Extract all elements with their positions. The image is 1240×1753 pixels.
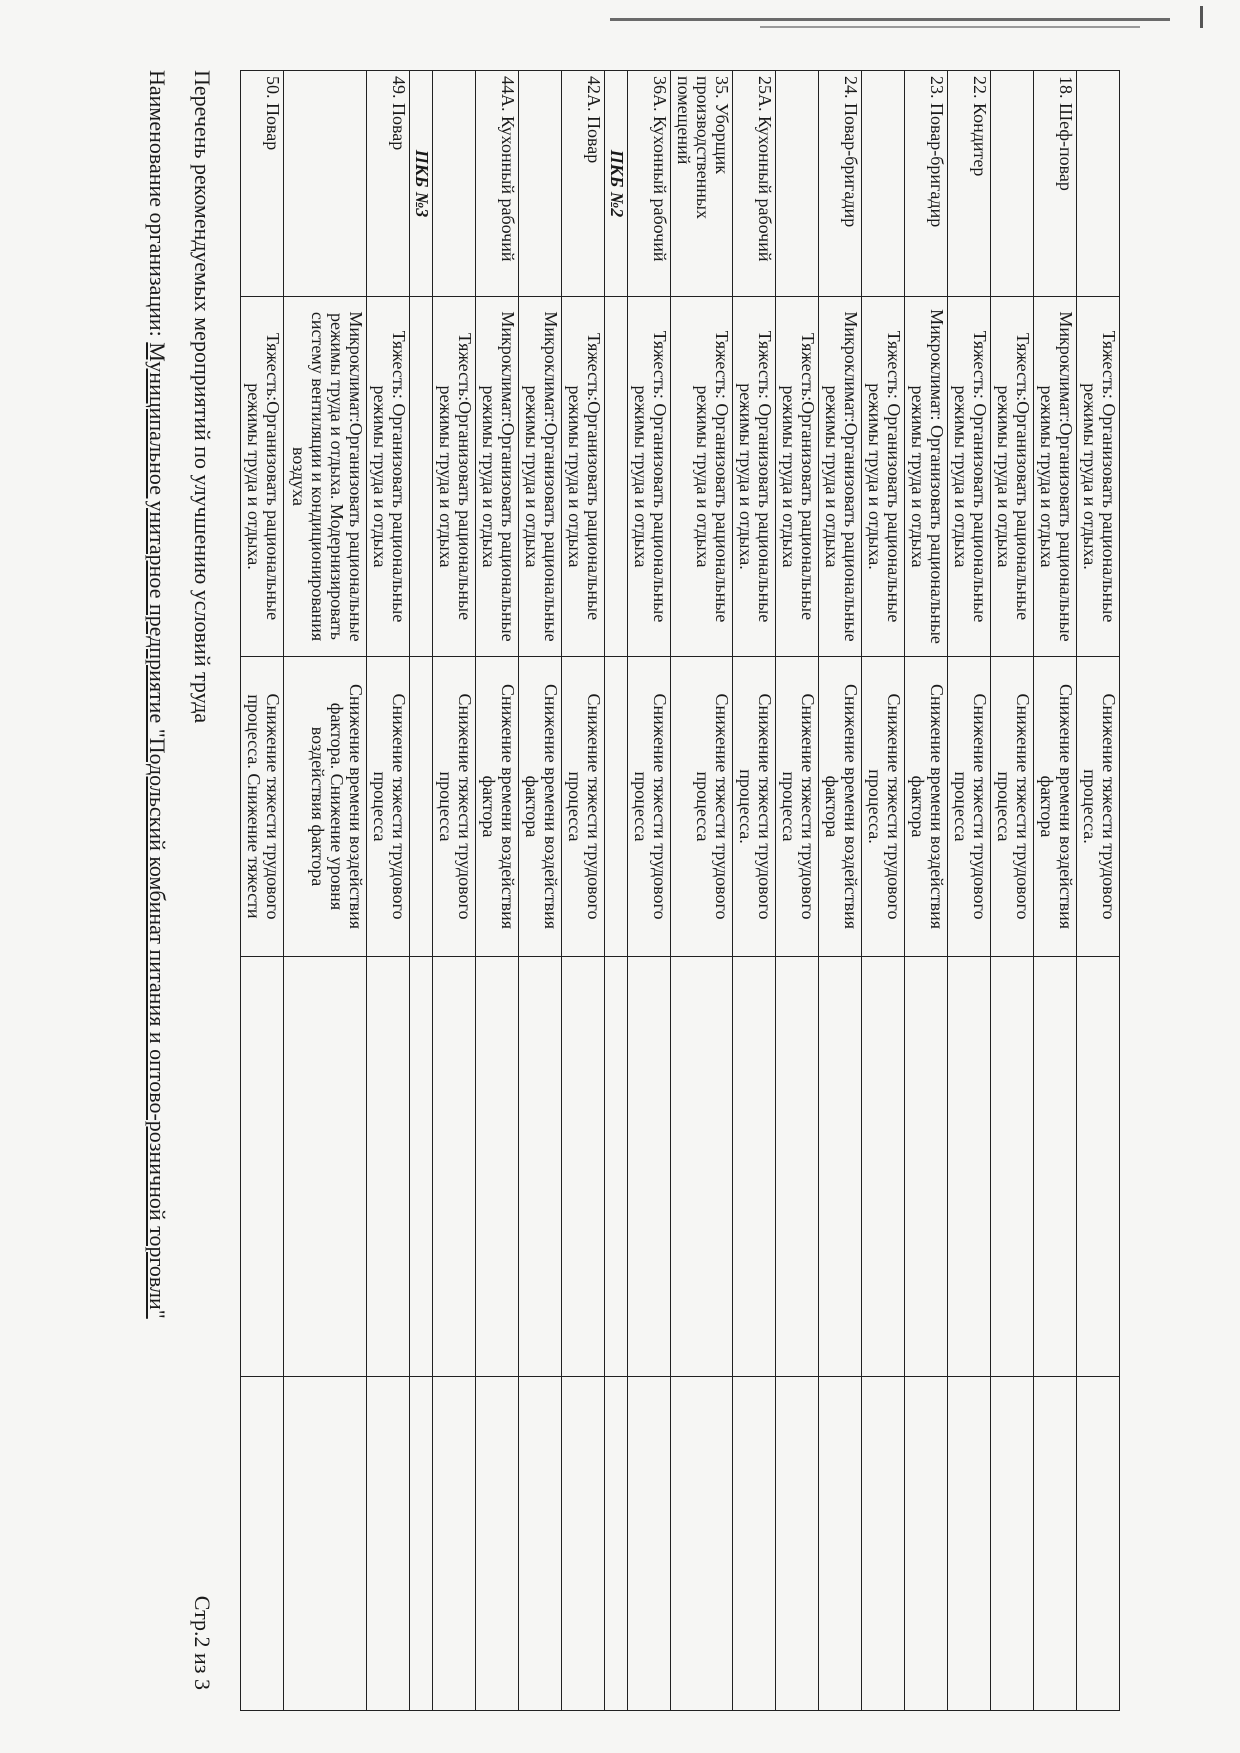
empty-cell <box>905 1377 948 1711</box>
empty-cell <box>241 957 284 1377</box>
position-cell <box>776 71 819 297</box>
goal-cell: Снижение времени воздействия фактора <box>819 657 862 957</box>
measure-cell: Микроклимат:Организовать рациональные режимы труда и отдыха <box>819 297 862 657</box>
empty-cell <box>409 1377 432 1711</box>
position-cell <box>283 71 366 297</box>
empty-cell <box>561 1377 604 1711</box>
table-row <box>819 71 862 1711</box>
empty-cell <box>432 1377 475 1711</box>
goal-cell: Снижение времени воздействия фактора <box>518 657 561 957</box>
position-cell <box>991 71 1034 297</box>
empty-cell <box>1034 957 1077 1377</box>
empty-cell <box>432 957 475 1377</box>
table-row <box>733 71 776 1711</box>
empty-cell <box>604 657 627 957</box>
table-row <box>561 71 604 1711</box>
goal-cell: Снижение времени воздействия фактора. Снижение уровня воздействия фактора <box>283 657 366 957</box>
empty-cell <box>670 1377 733 1711</box>
empty-cell <box>991 957 1034 1377</box>
empty-cell <box>283 1377 366 1711</box>
table-row <box>475 71 518 1711</box>
footer-title-line <box>189 70 215 1710</box>
table-row <box>1034 71 1077 1711</box>
empty-cell <box>819 957 862 1377</box>
footer-organization-line <box>144 70 170 1710</box>
measure-cell: Тяжесть:Организовать рациональные режимы труда и отдыха <box>561 297 604 657</box>
table-row <box>627 71 670 1711</box>
measure-cell: Микроклимат:Организовать рациональные режимы труда и отдыха <box>475 297 518 657</box>
empty-cell <box>819 1377 862 1711</box>
measure-cell: Тяжесть:Организовать рациональные режимы труда и отдыха <box>432 297 475 657</box>
empty-cell <box>862 1377 905 1711</box>
goal-cell: Снижение времени воздействия фактора <box>905 657 948 957</box>
empty-cell <box>518 1377 561 1711</box>
empty-cell <box>1077 1377 1120 1711</box>
table-row <box>776 71 819 1711</box>
goal-cell: Снижение тяжести трудового процесса. <box>862 657 905 957</box>
measures-table <box>240 70 1120 1711</box>
position-cell: 49. Повар <box>366 71 409 297</box>
measures-table-body <box>241 71 1120 1711</box>
table-row <box>366 71 409 1711</box>
goal-cell: Снижение тяжести трудового процесса <box>432 657 475 957</box>
measure-cell: Микроклимат:Организовать рациональные режимы труда и отдыха <box>1034 297 1077 657</box>
table-row <box>283 71 366 1711</box>
empty-cell <box>733 1377 776 1711</box>
position-cell: 23. Повар-бригадир <box>905 71 948 297</box>
measure-cell: Тяжесть: Организовать рациональные режимы труда и отдыха <box>670 297 733 657</box>
empty-cell <box>948 1377 991 1711</box>
measure-cell: Тяжесть:Организовать рациональные режимы труда и отдыха <box>776 297 819 657</box>
goal-cell: Снижение тяжести трудового процесса. Снижение тяжести <box>241 657 284 957</box>
empty-cell <box>283 957 366 1377</box>
empty-cell <box>948 957 991 1377</box>
empty-cell <box>905 957 948 1377</box>
measure-cell: Микроклимат: Организовать рациональные режимы труда и отдыха <box>905 297 948 657</box>
empty-cell <box>409 957 432 1377</box>
empty-cell <box>776 957 819 1377</box>
measure-cell: Тяжесть:Организовать рациональные режимы труда и отдыха <box>991 297 1034 657</box>
empty-cell <box>604 957 627 1377</box>
scan-edge-line <box>610 18 1170 21</box>
organization-name: Муниципальное унитарное предприятие "Подольский комбинат питания и оптово-розничной торговли" <box>145 342 170 1319</box>
section-row <box>604 71 627 1711</box>
empty-cell <box>409 297 432 657</box>
goal-cell: Снижение тяжести трудового процесса. <box>1077 657 1120 957</box>
measure-cell: Тяжесть: Организовать рациональные режимы труда и отдыха <box>627 297 670 657</box>
goal-cell: Снижение тяжести трудового процесса <box>948 657 991 957</box>
goal-cell: Снижение тяжести трудового процесса <box>991 657 1034 957</box>
position-cell <box>432 71 475 297</box>
position-cell: 50. Повар <box>241 71 284 297</box>
goal-cell: Снижение времени воздействия фактора <box>475 657 518 957</box>
table-row <box>948 71 991 1711</box>
measure-cell: Тяжесть: Организовать рациональные режимы труда и отдыха <box>948 297 991 657</box>
measure-cell: Тяжесть: Организовать рациональные режимы труда и отдыха. <box>733 297 776 657</box>
empty-cell <box>475 1377 518 1711</box>
empty-cell <box>1034 1377 1077 1711</box>
position-cell: 25А. Кухонный рабочий <box>733 71 776 297</box>
empty-cell <box>991 1377 1034 1711</box>
empty-cell <box>241 1377 284 1711</box>
empty-cell <box>670 957 733 1377</box>
page-number: Стр.2 из 3 <box>190 1595 215 1690</box>
empty-cell <box>561 957 604 1377</box>
empty-cell <box>627 1377 670 1711</box>
document-title: Перечень рекомендуемых мероприятий по улучшению условий труда <box>190 70 215 724</box>
empty-cell <box>475 957 518 1377</box>
empty-cell <box>604 297 627 657</box>
table-row <box>862 71 905 1711</box>
table-row <box>670 71 733 1711</box>
empty-cell <box>776 1377 819 1711</box>
position-cell: 24. Повар-бригадир <box>819 71 862 297</box>
measure-cell: Тяжесть: Организовать рациональные режимы труда и отдыха. <box>862 297 905 657</box>
measure-cell: Тяжесть: Организовать рациональные режимы труда и отдыха <box>366 297 409 657</box>
table-row <box>518 71 561 1711</box>
goal-cell: Снижение тяжести трудового процесса. <box>733 657 776 957</box>
empty-cell <box>604 1377 627 1711</box>
organization-label: Наименование организации: <box>145 70 170 337</box>
table-row <box>905 71 948 1711</box>
position-cell: 18. Шеф-повар <box>1034 71 1077 297</box>
empty-cell <box>409 657 432 957</box>
scan-edge-line-secondary <box>760 26 1140 28</box>
rotated-document-sheet <box>120 70 1120 1710</box>
measure-cell: Микроклимат:Организовать рациональные режимы труда и отдыха. Модернизировать систему вентиляции и кондиционирования воздуха <box>283 297 366 657</box>
position-cell: 22. Кондитер <box>948 71 991 297</box>
goal-cell: Снижение времени воздействия фактора <box>1034 657 1077 957</box>
table-row <box>241 71 284 1711</box>
empty-cell <box>518 957 561 1377</box>
goal-cell: Снижение тяжести трудового процесса <box>366 657 409 957</box>
goal-cell: Снижение тяжести трудового процесса <box>776 657 819 957</box>
table-row <box>1077 71 1120 1711</box>
measure-cell: Тяжесть: Организовать рациональные режимы труда и отдыха. <box>1077 297 1120 657</box>
section-cell: ПКБ №2 <box>604 71 627 297</box>
measure-cell: Микроклимат:Организовать рациональные режимы труда и отдыха <box>518 297 561 657</box>
position-cell <box>518 71 561 297</box>
goal-cell: Снижение тяжести трудового процесса <box>627 657 670 957</box>
section-cell: ПКБ №3 <box>409 71 432 297</box>
empty-cell <box>366 1377 409 1711</box>
table-row <box>991 71 1034 1711</box>
section-row <box>409 71 432 1711</box>
position-cell: 35. Уборщик производственных помещений <box>670 71 733 297</box>
position-cell: 36А. Кухонный рабочий <box>627 71 670 297</box>
scan-edge-mark <box>1200 6 1203 28</box>
position-cell <box>1077 71 1120 297</box>
empty-cell <box>733 957 776 1377</box>
measure-cell: Тяжесть:Организовать рациональные режимы труда и отдыха. <box>241 297 284 657</box>
table-row <box>432 71 475 1711</box>
empty-cell <box>1077 957 1120 1377</box>
position-cell: 42А. Повар <box>561 71 604 297</box>
goal-cell: Снижение тяжести трудового процесса <box>561 657 604 957</box>
goal-cell: Снижение тяжести трудового процесса <box>670 657 733 957</box>
empty-cell <box>627 957 670 1377</box>
position-cell: 44А. Кухонный рабочий <box>475 71 518 297</box>
empty-cell <box>366 957 409 1377</box>
empty-cell <box>862 957 905 1377</box>
position-cell <box>862 71 905 297</box>
